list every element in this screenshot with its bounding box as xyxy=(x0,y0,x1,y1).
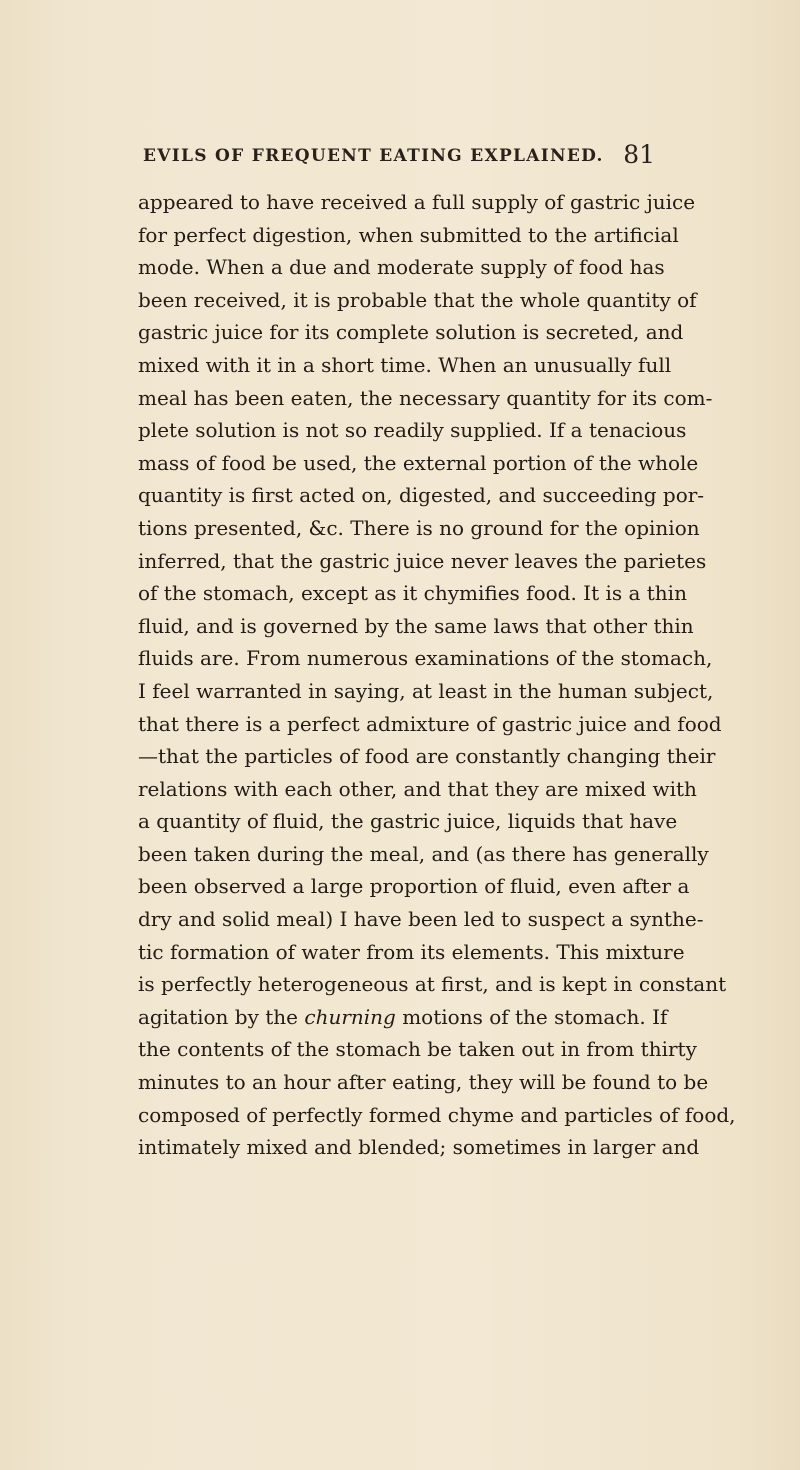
text-line: gastric juice for its complete solution is secreted, and xyxy=(138,320,684,345)
text-line: of the stomach, except as it chymifies food. It is a thin xyxy=(138,581,687,606)
text-line: appeared to have received a full supply of gastric juice xyxy=(138,190,696,214)
text-line: meal has been eaten, the necessary quantity for its com- xyxy=(138,385,713,410)
text-line: the contents of the stomach be taken out in from thirty xyxy=(138,1037,697,1062)
page-header xyxy=(143,142,655,172)
text-line: minutes to an hour after eating, they will be found to be xyxy=(138,1070,709,1095)
text-line: —that the particles of food are constantly changing their xyxy=(138,744,716,769)
text-line-with-italic xyxy=(138,1001,668,1034)
text-line: fluid, and is governed by the same laws that other thin xyxy=(138,613,694,638)
body-text xyxy=(138,186,736,1164)
text-line: fluids are. From numerous examinations of the stomach, xyxy=(138,646,713,671)
text-line: tic formation of water from its elements. This mixture xyxy=(138,939,685,964)
text-segment: agitation by the xyxy=(138,1004,299,1029)
text-line: tions presented, &c. There is no ground for the opinion xyxy=(138,515,700,540)
text-line: for perfect digestion, when submitted to the artificial xyxy=(138,222,679,247)
text-line: that there is a perfect admixture of gastric juice and food xyxy=(138,711,722,736)
text-line: quantity is first acted on, digested, and succeeding por- xyxy=(138,483,705,508)
text-line: relations with each other, and that they are mixed with xyxy=(138,776,697,801)
text-line: a quantity of fluid, the gastric juice, liquids that have xyxy=(138,809,678,834)
text-line: been taken during the meal, and (as there has generally xyxy=(138,841,709,866)
text-line: mixed with it in a short time. When an unusually full xyxy=(138,352,672,377)
text-line: mode. When a due and moderate supply of food has xyxy=(138,255,665,280)
text-line: is perfectly heterogeneous at first, and is kept in constant xyxy=(138,972,727,997)
text-segment: motions of the stomach. If xyxy=(402,1004,668,1029)
text-line: inferred, that the gastric juice never leaves the parietes xyxy=(138,548,707,573)
page-number: 81 xyxy=(623,140,655,169)
text-line: been received, it is probable that the whole quantity of xyxy=(138,287,697,312)
running-head: EVILS OF FREQUENT EATING EXPLAINED. xyxy=(143,146,604,166)
text-line: composed of perfectly formed chyme and particles of food, xyxy=(138,1102,736,1127)
italic-word: churning xyxy=(304,1004,396,1029)
text-line: intimately mixed and blended; sometimes in larger and xyxy=(138,1135,700,1160)
text-line: mass of food be used, the external portion of the whole xyxy=(138,450,699,475)
text-line: I feel warranted in saying, at least in the human subject, xyxy=(138,678,714,703)
text-line: plete solution is not so readily supplied. If a tenacious xyxy=(138,418,687,443)
text-line: been observed a large proportion of fluid, even after a xyxy=(138,874,690,899)
text-line: dry and solid meal) I have been led to suspect a synthe- xyxy=(138,907,704,932)
